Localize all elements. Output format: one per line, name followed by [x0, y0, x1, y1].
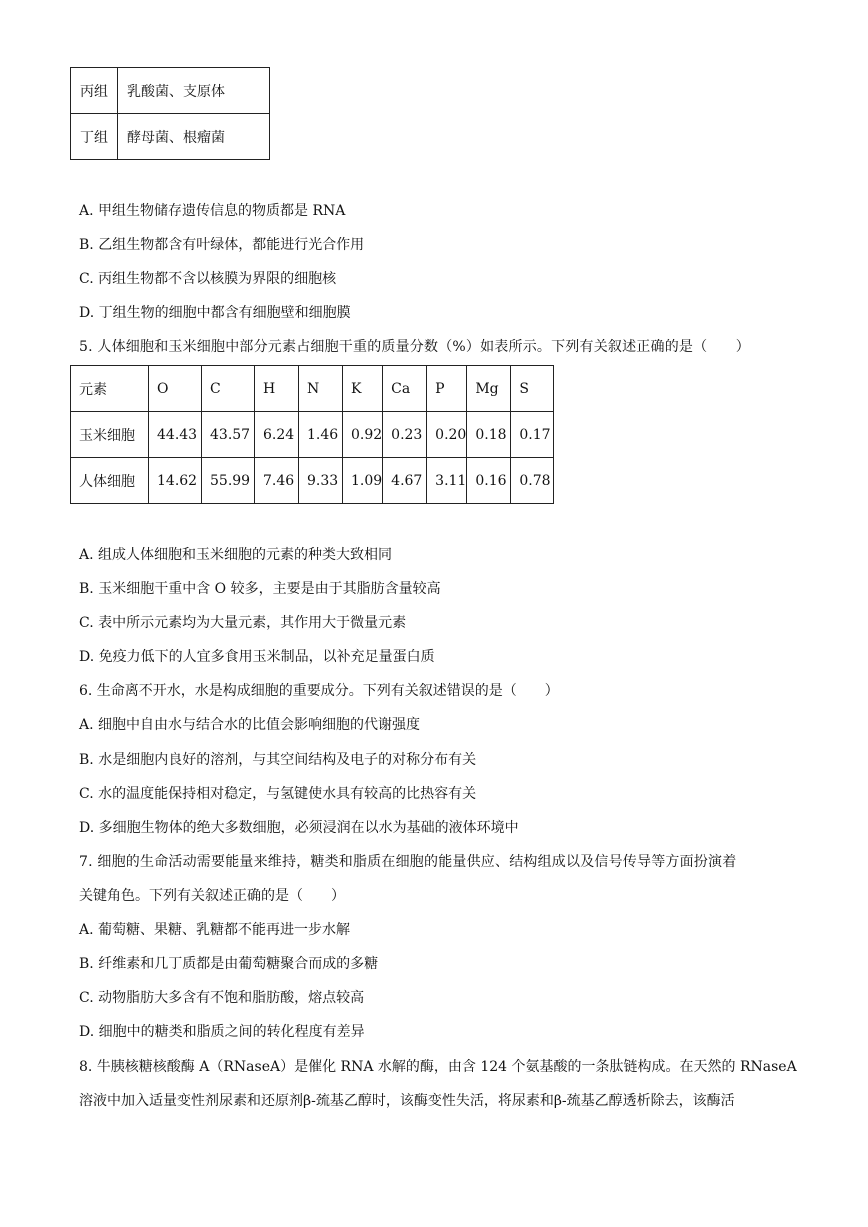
q5-option-d: D. 免疫力低下的人宜多食用玉米制品，以补充足量蛋白质 [79, 649, 435, 665]
row-label-cell: 玉米细胞 [71, 412, 149, 458]
header-cell: N [299, 366, 343, 412]
value-cell: 0.23 [383, 412, 427, 458]
value-cell: 9.33 [299, 458, 343, 504]
header-cell: P [427, 366, 467, 412]
q6-option-c: C. 水的温度能保持相对稳定，与氢键使水具有较高的比热容有关 [79, 786, 477, 802]
members-cell: 乳酸菌、支原体 [118, 68, 270, 114]
q7-stem-line2: 关键角色。下列有关叙述正确的是（ ） [79, 888, 345, 904]
q6-option-d: D. 多细胞生物体的绝大多数细胞，必须浸润在以水为基础的液体环境中 [79, 820, 519, 836]
row-label-cell: 人体细胞 [71, 458, 149, 504]
value-cell: 0.17 [511, 412, 554, 458]
table-row [71, 114, 270, 160]
value-cell: 0.78 [511, 458, 554, 504]
group-cell: 丙组 [71, 68, 118, 114]
q5-stem: 5. 人体细胞和玉米细胞中部分元素占细胞干重的质量分数（%）如表所示。下列有关叙述正确的是（ ） [79, 339, 750, 355]
value-cell: 7.46 [255, 458, 299, 504]
header-cell: Mg [467, 366, 511, 412]
q4-option-c: C. 丙组生物都不含以核膜为界限的细胞核 [79, 271, 337, 287]
value-cell: 0.92 [343, 412, 383, 458]
members-cell: 酵母菌、根瘤菌 [118, 114, 270, 160]
value-cell: 3.11 [427, 458, 467, 504]
header-cell: 元素 [71, 366, 149, 412]
q5-option-a: A. 组成人体细胞和玉米细胞的元素的种类大致相同 [79, 547, 393, 563]
q6-option-b: B. 水是细胞内良好的溶剂，与其空间结构及电子的对称分布有关 [79, 752, 477, 768]
q5-option-c: C. 表中所示元素均为大量元素，其作用大于微量元素 [79, 615, 407, 631]
value-cell: 1.09 [343, 458, 383, 504]
group-cell: 丁组 [71, 114, 118, 160]
value-cell: 43.57 [202, 412, 255, 458]
q4-option-d: D. 丁组生物的细胞中都含有细胞壁和细胞膜 [79, 305, 351, 321]
q7-option-b: B. 纤维素和几丁质都是由葡萄糖聚合而成的多糖 [79, 956, 379, 972]
value-cell: 0.16 [467, 458, 511, 504]
header-cell: C [202, 366, 255, 412]
value-cell: 0.20 [427, 412, 467, 458]
header-cell: O [149, 366, 202, 412]
value-cell: 55.99 [202, 458, 255, 504]
value-cell: 0.18 [467, 412, 511, 458]
element-table [70, 365, 554, 504]
q7-stem-line1: 7. 细胞的生命活动需要能量来维持，糖类和脂质在细胞的能量供应、结构组成以及信号传导等方面扮演着 [79, 854, 737, 870]
value-cell: 14.62 [149, 458, 202, 504]
value-cell: 1.46 [299, 412, 343, 458]
header-cell: H [255, 366, 299, 412]
header-cell: S [511, 366, 554, 412]
value-cell: 4.67 [383, 458, 427, 504]
value-cell: 6.24 [255, 412, 299, 458]
header-cell: K [343, 366, 383, 412]
q7-option-d: D. 细胞中的糖类和脂质之间的转化程度有差异 [79, 1024, 365, 1040]
q4-option-a: A. 甲组生物储存遗传信息的物质都是 RNA [79, 203, 346, 219]
table-row [71, 458, 554, 504]
q6-stem: 6. 生命离不开水，水是构成细胞的重要成分。下列有关叙述错误的是（ ） [79, 683, 559, 699]
q8-line1: 8. 牛胰核糖核酸酶 A（RNaseA）是催化 RNA 水解的酶，由含 124 个氨基酸的一条肽链构成。在天然的 RNaseA [79, 1059, 797, 1075]
table-row [71, 68, 270, 114]
table-header-row [71, 366, 554, 412]
q7-option-c: C. 动物脂肪大多含有不饱和脂肪酸，熔点较高 [79, 990, 365, 1006]
q8-line2: 溶液中加入适量变性剂尿素和还原剂β-巯基乙醇时，该酶变性失活，将尿素和β-巯基乙醇透析除去，该酶活 [79, 1093, 735, 1109]
q7-option-a: A. 葡萄糖、果糖、乳糖都不能再进一步水解 [79, 922, 351, 938]
q5-option-b: B. 玉米细胞干重中含 O 较多，主要是由于其脂肪含量较高 [79, 581, 441, 597]
table-row [71, 412, 554, 458]
header-cell: Ca [383, 366, 427, 412]
q6-option-a: A. 细胞中自由水与结合水的比值会影响细胞的代谢强度 [79, 717, 421, 733]
group-table [70, 67, 270, 160]
q4-option-b: B. 乙组生物都含有叶绿体，都能进行光合作用 [79, 237, 365, 253]
value-cell: 44.43 [149, 412, 202, 458]
